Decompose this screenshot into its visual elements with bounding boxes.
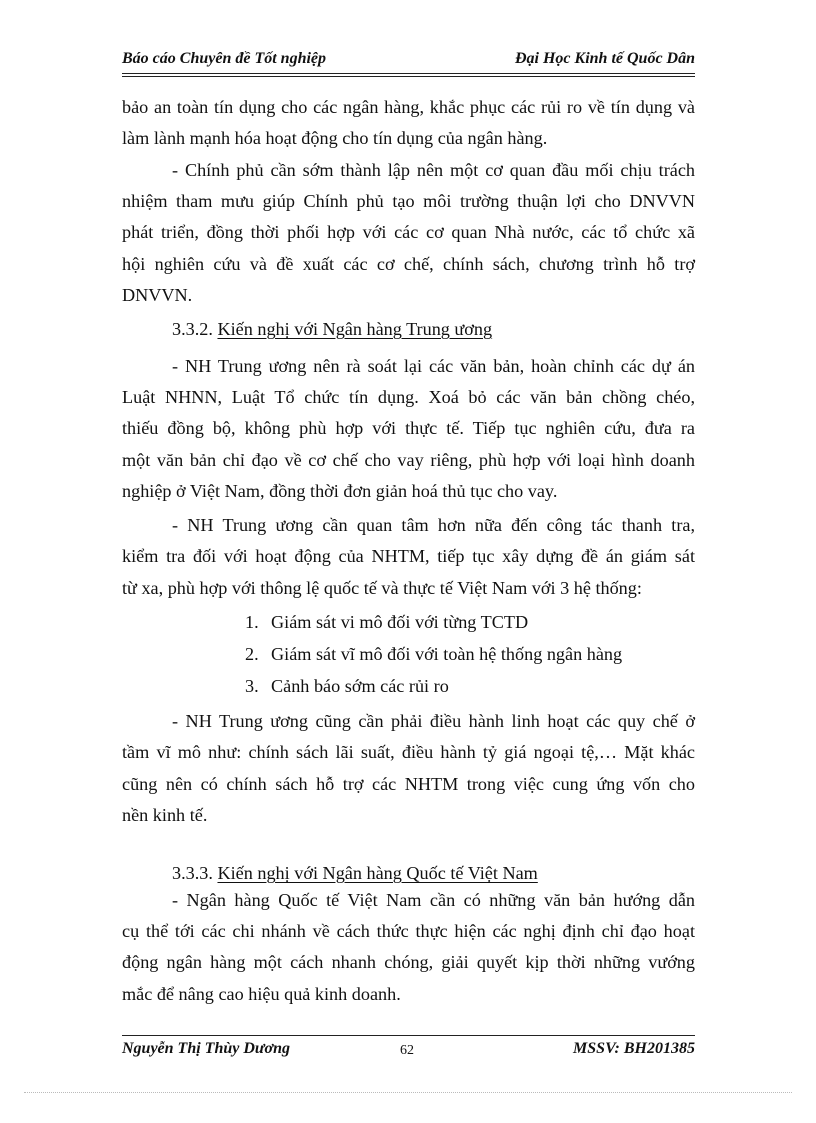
body-line: phát triển, đồng thời phối hợp với các cơ quan Nhà nước, các tổ chức xã — [122, 222, 695, 242]
header-university: Đại Học Kinh tế Quốc Dân — [514, 50, 695, 67]
body-line: nền kinh tế. — [122, 805, 208, 825]
section-title: Kiến nghị với Ngân hàng Quốc tế Việt Nam — [217, 863, 538, 883]
body-line: - Ngân hàng Quốc tế Việt Nam cần có những văn bản hướng dẫn — [172, 890, 695, 910]
list-number: 1. — [245, 612, 259, 632]
list-text: Giám sát vĩ mô đối với toàn hệ thống ngân hàng — [271, 644, 623, 664]
body-line: - NH Trung ương nên rà soát lại các văn bản, hoàn chỉnh các dự án — [172, 356, 695, 376]
footer-rule — [122, 1035, 695, 1036]
list-text: Cảnh báo sớm các rủi ro — [271, 676, 449, 696]
page-number: 62 — [400, 1043, 414, 1058]
section-number: 3.3.2. — [172, 319, 213, 339]
page-bottom-border — [24, 1092, 792, 1093]
section-heading-332 — [172, 319, 492, 340]
header-report-title: Báo cáo Chuyên đề Tốt nghiệp — [122, 50, 327, 67]
body-line: tầm vĩ mô như: chính sách lãi suất, điều hành tỷ giá ngoại tệ,… Mặt khác — [122, 742, 695, 762]
list-item — [245, 612, 528, 633]
footer-student-id: MSSV: BH201385 — [573, 1040, 695, 1057]
body-line: động ngân hàng một cách nhanh chóng, giải quyết kịp thời những vướng — [122, 952, 695, 972]
body-line: nghiệp ở Việt Nam, đồng thời đơn giản hoá thủ tục cho vay. — [122, 481, 558, 501]
body-line: - NH Trung ương cần quan tâm hơn nữa đến công tác thanh tra, — [172, 515, 695, 535]
body-line: bảo an toàn tín dụng cho các ngân hàng, khắc phục các rủi ro về tín dụng và — [122, 97, 695, 117]
list-number: 2. — [245, 644, 259, 664]
list-item — [245, 644, 622, 665]
body-line: DNVVN. — [122, 285, 193, 305]
body-line: thiếu đồng bộ, không phù hợp với thực tế. Tiếp tục nghiên cứu, đưa ra — [122, 418, 695, 438]
body-line: một văn bản chỉ đạo về cơ chế cho vay riêng, phù hợp với loại hình doanh — [122, 450, 695, 470]
body-line: nhiệm tham mưu giúp Chính phủ tạo môi trường thuận lợi cho DNVVN — [122, 191, 695, 211]
page-footer — [122, 1040, 695, 1064]
body-line: làm lành mạnh hóa hoạt động cho tín dụng của ngân hàng. — [122, 128, 548, 148]
page-header — [122, 44, 695, 70]
body-line: hội nghiên cứu và đề xuất các cơ chế, chính sách, chương trình hỗ trợ — [122, 254, 695, 274]
list-item — [245, 676, 449, 697]
body-line: cũng nên có chính sách hỗ trợ các NHTM trong việc cung ứng vốn cho — [122, 774, 695, 794]
section-title: Kiến nghị với Ngân hàng Trung ương — [217, 319, 493, 339]
section-number: 3.3.3. — [172, 863, 213, 883]
list-text: Giám sát vi mô đối với từng TCTD — [271, 612, 529, 632]
section-heading-333 — [172, 863, 538, 884]
body-line: kiểm tra đối với hoạt động của NHTM, tiếp tục xây dựng đề án giám sát — [122, 546, 695, 566]
body-line: - Chính phủ cần sớm thành lập nên một cơ quan đầu mối chịu trách — [172, 160, 695, 180]
body-line: - NH Trung ương cũng cần phải điều hành linh hoạt các quy chế ở — [172, 711, 695, 731]
body-line: từ xa, phù hợp với thông lệ quốc tế và thực tế Việt Nam với 3 hệ thống: — [122, 578, 642, 598]
body-line: Luật NHNN, Luật Tổ chức tín dụng. Xoá bỏ các văn bản chồng chéo, — [122, 387, 695, 407]
footer-author: Nguyễn Thị Thùy Dương — [122, 1040, 290, 1057]
body-line: mắc để nâng cao hiệu quả kinh doanh. — [122, 984, 401, 1004]
header-rule — [122, 73, 695, 74]
body-line: cụ thể tới các chi nhánh về cách thức thực hiện các nghị định chỉ đạo hoạt — [122, 921, 695, 941]
list-number: 3. — [245, 676, 259, 696]
header-rule-thin — [122, 76, 695, 77]
